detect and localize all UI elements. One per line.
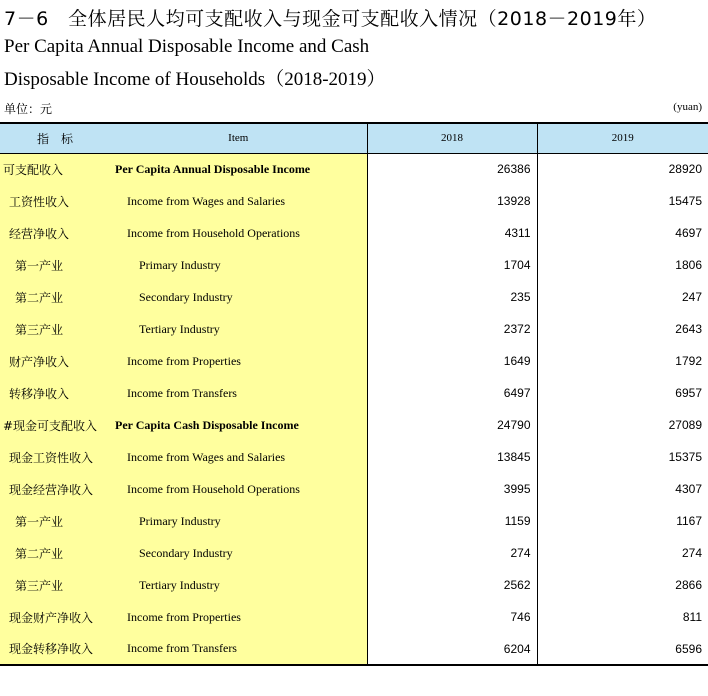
table-row — [0, 281, 708, 313]
row-item-english: Secondary Industry — [110, 281, 367, 313]
row-indicator-chinese: 现金工资性收入 — [0, 441, 110, 473]
row-value-2019: 6957 — [675, 386, 702, 400]
row-indicator-chinese: 工资性收入 — [0, 185, 110, 217]
row-value-2019: 1806 — [675, 258, 702, 272]
row-value-2019: 15375 — [668, 450, 702, 464]
row-item-english: Secondary Industry — [110, 537, 367, 569]
table-row — [0, 633, 708, 665]
row-item-english: Per Capita Cash Disposable Income — [110, 409, 367, 441]
row-value-2019: 28920 — [668, 162, 702, 177]
table-row — [0, 473, 708, 505]
table-row — [0, 185, 708, 217]
table-row — [0, 345, 708, 377]
row-value-2019: 2643 — [675, 322, 702, 336]
header-indicator: 指 标 — [0, 123, 110, 153]
unit-label-english: (yuan) — [673, 101, 702, 113]
row-value-2019: 15475 — [668, 194, 702, 208]
row-item-english: Tertiary Industry — [110, 313, 367, 345]
row-value-2018: 6497 — [367, 377, 537, 409]
row-item-english: Income from Properties — [110, 345, 367, 377]
table-title-english-line2: Disposable Income of Households（2018-2019） — [4, 69, 386, 90]
row-indicator-chinese: 第三产业 — [0, 569, 110, 601]
row-value-2018: 235 — [367, 281, 537, 313]
table-row — [0, 537, 708, 569]
row-indicator-chinese: 第三产业 — [0, 313, 110, 345]
table-row — [0, 505, 708, 537]
table-title-english-line1: Per Capita Annual Disposable Income and Cash — [4, 36, 370, 57]
row-item-english: Tertiary Industry — [110, 569, 367, 601]
row-value-2018: 3995 — [367, 473, 537, 505]
table-body — [0, 153, 708, 665]
row-item-english: Income from Household Operations — [110, 473, 367, 505]
row-value-2019: 1792 — [675, 354, 702, 368]
row-value-2019: 1167 — [676, 514, 702, 528]
row-item-english: Income from Household Operations — [110, 217, 367, 249]
table-row — [0, 601, 708, 633]
row-indicator-chinese: 第二产业 — [0, 281, 110, 313]
row-value-2019: 4697 — [675, 226, 702, 240]
row-value-2019: 274 — [681, 546, 702, 560]
row-value-2019: 4307 — [675, 482, 702, 496]
row-indicator-chinese: 第一产业 — [0, 505, 110, 537]
row-item-english: Primary Industry — [110, 249, 367, 281]
table-row — [0, 313, 708, 345]
row-indicator-chinese: 转移净收入 — [0, 377, 110, 409]
unit-label-chinese: 单位：元 — [4, 102, 53, 116]
row-value-2018: 1159 — [367, 505, 537, 537]
row-indicator-chinese: 现金财产净收入 — [0, 601, 110, 633]
header-2019: 2019 — [537, 123, 708, 153]
row-indicator-chinese: #现金可支配收入 — [0, 409, 110, 441]
row-value-2018: 2372 — [367, 313, 537, 345]
table-row — [0, 441, 708, 473]
row-value-2018: 6204 — [367, 633, 537, 665]
income-table — [0, 122, 708, 666]
table-row — [0, 249, 708, 281]
table-row — [0, 377, 708, 409]
header-row — [0, 123, 708, 153]
row-value-2018: 1704 — [367, 249, 537, 281]
row-indicator-chinese: 经营净收入 — [0, 217, 110, 249]
row-item-english: Per Capita Annual Disposable Income — [110, 153, 367, 185]
row-item-english: Income from Wages and Salaries — [110, 185, 367, 217]
table-row — [0, 409, 708, 441]
row-indicator-chinese: 可支配收入 — [0, 153, 110, 185]
table-row — [0, 153, 708, 185]
row-value-2019: 811 — [682, 610, 702, 624]
row-indicator-chinese: 第一产业 — [0, 249, 110, 281]
row-value-2018: 274 — [367, 537, 537, 569]
row-indicator-chinese: 现金经营净收入 — [0, 473, 110, 505]
row-value-2018: 746 — [367, 601, 537, 633]
row-value-2019: 27089 — [668, 418, 702, 432]
row-value-2018: 4311 — [367, 217, 537, 249]
row-value-2019: 6596 — [537, 633, 708, 665]
row-indicator-chinese: 财产净收入 — [0, 345, 110, 377]
row-item-english: Income from Wages and Salaries — [110, 441, 367, 473]
row-value-2018: 26386 — [367, 153, 537, 185]
table-title-chinese: 7－6 全体居民人均可支配收入与现金可支配收入情况（2018－2019年） — [4, 8, 657, 30]
row-item-english: Income from Transfers — [110, 377, 367, 409]
row-indicator-chinese: 现金转移净收入 — [0, 633, 110, 665]
row-item-english: Income from Transfers — [110, 633, 367, 665]
row-value-2018: 13928 — [367, 185, 537, 217]
row-item-english: Income from Properties — [110, 601, 367, 633]
table-row — [0, 569, 708, 601]
row-value-2019: 2866 — [675, 578, 702, 592]
row-value-2018: 13845 — [367, 441, 537, 473]
header-item: Item — [110, 123, 367, 153]
row-item-english: Primary Industry — [110, 505, 367, 537]
table-row — [0, 217, 708, 249]
row-value-2018: 1649 — [367, 345, 537, 377]
row-value-2018: 2562 — [367, 569, 537, 601]
row-value-2018: 24790 — [367, 409, 537, 441]
row-indicator-chinese: 第二产业 — [0, 537, 110, 569]
header-2018: 2018 — [367, 123, 537, 153]
row-value-2019: 247 — [681, 290, 702, 304]
